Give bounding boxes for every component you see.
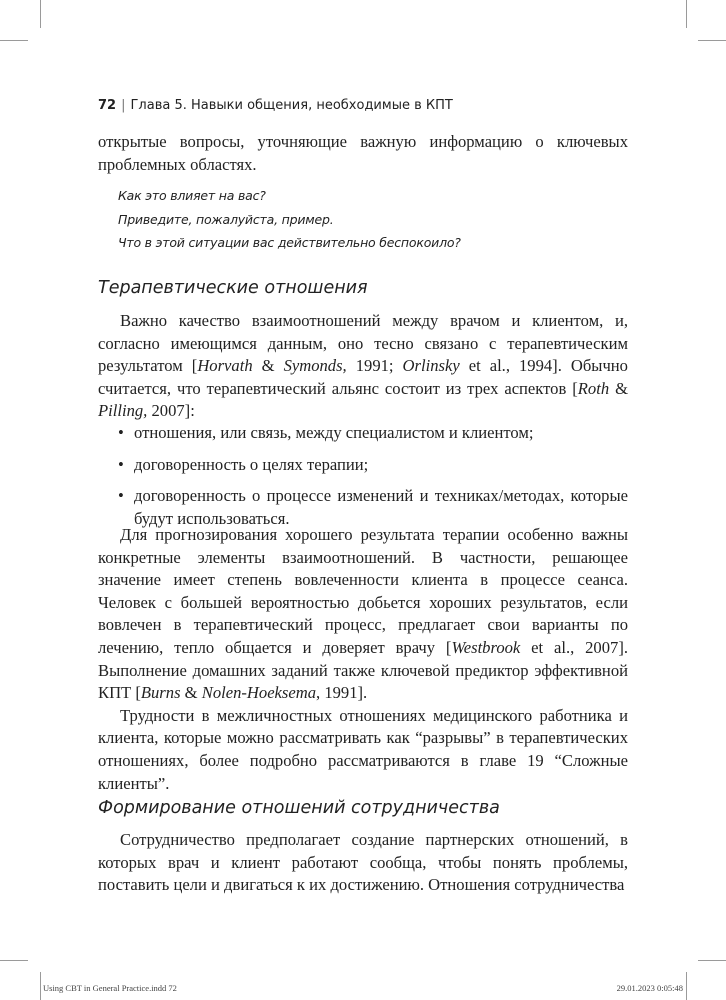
text-run: Для прогнозирования хорошего результата терапии особенно важны конкретные элементы взаимоотношений. В частности, решающее значение имеет степень вовлеченности клиента в процессе сеанса. Человек с большей вероятностью добьется хороших результатов, если вовлечен в терапевтический процесс, предлагает свои варианты по лечению, тепло общается и доверяет врачу [: [98, 525, 628, 657]
text-run: &: [252, 356, 284, 376]
list-item: [98, 422, 628, 445]
citation-author: Burns: [140, 683, 181, 703]
running-head: [98, 98, 453, 113]
section-heading: Терапевтические отношения: [98, 278, 368, 298]
text-run: et al., 1994]. Обычно считается, что терапевтический альянс состоит из трех аспектов [: [98, 356, 628, 398]
list-item-text: договоренность о целях терапии;: [134, 454, 369, 474]
example-question: Что в этой ситуации вас действительно беспокоило?: [118, 235, 461, 250]
citation-author: Roth: [577, 378, 610, 398]
bullet-icon: •: [118, 423, 124, 442]
intro-paragraph: [98, 131, 628, 176]
citation-author: Horvath: [197, 356, 253, 376]
crop-mark: [40, 0, 41, 28]
crop-mark: [0, 40, 28, 41]
collaboration-paragraph: [98, 829, 628, 897]
citation-author: Pilling,: [98, 401, 148, 421]
print-slug-filename: Using CBT in General Practice.indd 72: [43, 983, 177, 993]
text-run: &: [180, 683, 202, 703]
crop-mark: [0, 960, 28, 961]
example-question: Приведите, пожалуйста, пример.: [118, 212, 334, 227]
text-run: Важно качество взаимоотношений между врачом и клиентом, и, согласно имеющимся данным, оно тесно связано с терапевтическим результатом [: [98, 311, 628, 376]
page-number: 72: [98, 98, 117, 113]
crop-mark: [40, 972, 41, 1000]
citation-author: Symonds,: [283, 356, 347, 376]
list-item-text: отношения, или связь, между специалистом и клиентом;: [134, 423, 534, 442]
bullet-icon: •: [118, 486, 124, 506]
bullet-icon: •: [118, 454, 124, 474]
citation-author: Orlinsky: [402, 356, 460, 376]
citation-author: Nolen-Hoeksema: [201, 683, 317, 703]
text-run: , 1991].: [316, 683, 368, 703]
therapeutic-paragraph-3: Трудности в межличностных отношениях медицинского работника и клиента, которые можно рассматривать как “разрывы” в терапевтических отношениях, более подробно рассматриваются в главе 19 “Сложные клиенты”.: [98, 705, 628, 793]
therapeutic-paragraph-2: [98, 524, 628, 795]
crop-mark: [698, 960, 726, 961]
chapter-title: Глава 5. Навыки общения, необходимые в КПТ: [130, 98, 453, 113]
text-run: et al., 2007]. Выполнение домашних заданий также ключевой предиктор эффективной КПТ [: [98, 637, 628, 703]
print-slug-timestamp: 29.01.2023 0:05:48: [616, 983, 683, 993]
intro-text: открытые вопросы, уточняющие важную информацию о ключевых проблемных областях.: [98, 132, 628, 174]
therapeutic-paragraph-1: [98, 310, 628, 423]
crop-mark: [698, 40, 726, 41]
section-heading: Формирование отношений сотрудничества: [98, 798, 500, 818]
text-run: &: [609, 378, 629, 398]
text-run: 2007]:: [147, 401, 195, 421]
crop-mark: [686, 0, 687, 28]
header-separator: |: [121, 98, 126, 113]
aspects-list: [98, 422, 628, 539]
example-question: Как это влияет на вас?: [118, 188, 266, 203]
text-run: 1991;: [346, 356, 403, 376]
list-item-text: договоренность о процессе изменений и техниках/методах, которые будут использоваться.: [134, 486, 628, 528]
citation-author: Westbrook: [451, 637, 521, 657]
list-item: [98, 454, 628, 477]
collaboration-text: Сотрудничество предполагает создание партнерских отношений, в которых врач и клиент работают сообща, чтобы понять проблемы, поставить цели и двигаться к их достижению. Отношения сотрудничества: [98, 830, 628, 895]
crop-mark: [686, 972, 687, 1000]
